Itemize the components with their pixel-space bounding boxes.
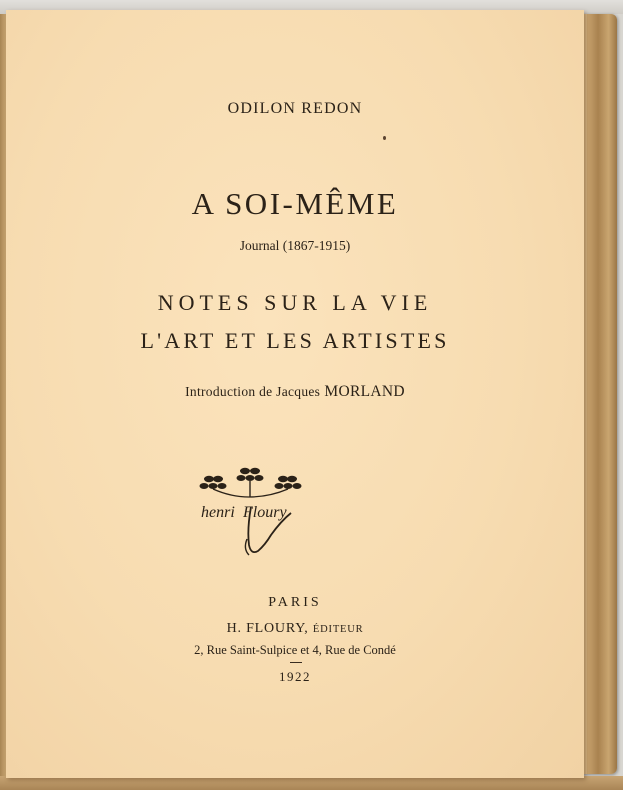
publication-year: 1922 [279, 669, 311, 684]
svg-text:Floury: Floury [243, 504, 287, 521]
book-title: A SOI-MÊME [191, 186, 399, 221]
logo-wordmark: henri [201, 504, 235, 521]
introduction-line [6, 383, 584, 401]
book-subtitle: Journal (1867-1915) [239, 238, 351, 253]
place-of-publication: PARIS [268, 595, 322, 610]
publisher-role: ÉDITEUR [312, 624, 364, 635]
introduction-prefix: Introduction de Jacques [185, 384, 321, 399]
publisher-name: H. FLOURY, [226, 621, 309, 636]
introduction-name: MORLAND [324, 383, 405, 400]
notes-heading-line-1: NOTES SUR LA VIE [157, 290, 433, 315]
notes-heading-line-2: L'ART ET LES ARTISTES [140, 328, 450, 353]
title-page [6, 10, 584, 778]
author-name: ODILON REDON [227, 100, 363, 117]
paper-speck [383, 136, 386, 140]
separator-dash [290, 662, 302, 663]
floral-monogram-icon [191, 457, 311, 565]
publisher-line [6, 621, 584, 637]
publisher-address: 2, Rue Saint-Sulpice et 4, Rue de Condé [194, 643, 396, 657]
bottom-page-edge [0, 776, 623, 790]
